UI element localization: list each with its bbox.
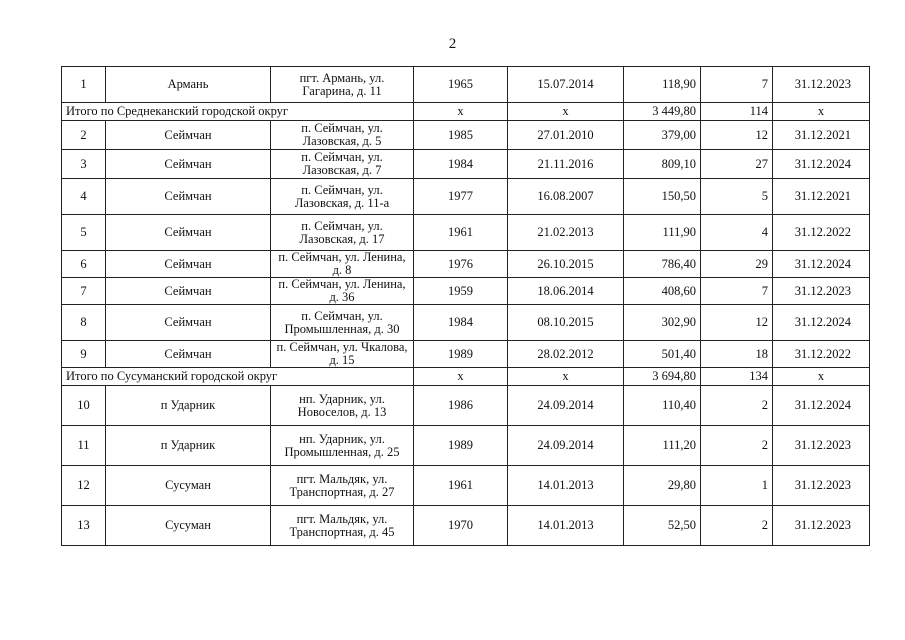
term-cell: 31.12.2024 — [773, 386, 870, 426]
table-row — [62, 150, 870, 179]
term-cell: 31.12.2024 — [773, 251, 870, 278]
residents-cell: 18 — [701, 341, 773, 368]
year-cell: 1984 — [414, 150, 508, 179]
year-cell: 1989 — [414, 426, 508, 466]
residents-cell: 2 — [701, 426, 773, 466]
settlement-cell: Сеймчан — [106, 341, 271, 368]
term-cell: 31.12.2024 — [773, 305, 870, 341]
address-cell: пгт. Мальдяк, ул. Транспортная, д. 45 — [271, 506, 414, 546]
year-cell: 1961 — [414, 215, 508, 251]
row-number-cell: 9 — [62, 341, 106, 368]
subtotal-row — [62, 368, 870, 386]
term-cell: 31.12.2023 — [773, 426, 870, 466]
address-cell: нп. Ударник, ул. Промышленная, д. 25 — [271, 426, 414, 466]
row-number-cell: 4 — [62, 179, 106, 215]
term-cell: 31.12.2022 — [773, 215, 870, 251]
address-cell: п. Сеймчан, ул. Промышленная, д. 30 — [271, 305, 414, 341]
address-cell: п. Сеймчан, ул. Лазовская, д. 5 — [271, 121, 414, 150]
date-cell: 16.08.2007 — [508, 179, 624, 215]
table-row — [62, 506, 870, 546]
row-number-cell: 10 — [62, 386, 106, 426]
term-cell: 31.12.2023 — [773, 506, 870, 546]
area-cell: 52,50 — [624, 506, 701, 546]
row-number-cell: 7 — [62, 278, 106, 305]
date-cell: 18.06.2014 — [508, 278, 624, 305]
settlement-cell: Сеймчан — [106, 150, 271, 179]
address-cell: пгт. Армань, ул. Гагарина, д. 11 — [271, 67, 414, 103]
residents-cell: 5 — [701, 179, 773, 215]
residents-cell: 4 — [701, 215, 773, 251]
date-cell: 08.10.2015 — [508, 305, 624, 341]
row-number-cell: 2 — [62, 121, 106, 150]
table-row — [62, 215, 870, 251]
date-cell: 21.11.2016 — [508, 150, 624, 179]
settlement-cell: Сеймчан — [106, 305, 271, 341]
row-number-cell: 11 — [62, 426, 106, 466]
area-cell: 786,40 — [624, 251, 701, 278]
area-cell: 302,90 — [624, 305, 701, 341]
table-row — [62, 67, 870, 103]
subtotal-label: Итого по Среднеканский городской округ — [62, 103, 414, 121]
settlement-cell: Сеймчан — [106, 121, 271, 150]
row-number-cell: 5 — [62, 215, 106, 251]
subtotal-residents-cell: 114 — [701, 103, 773, 121]
table-row — [62, 386, 870, 426]
date-cell: 28.02.2012 — [508, 341, 624, 368]
date-cell: 24.09.2014 — [508, 386, 624, 426]
settlement-cell: Сусуман — [106, 506, 271, 546]
residents-cell: 2 — [701, 506, 773, 546]
row-number-cell: 13 — [62, 506, 106, 546]
row-number-cell: 12 — [62, 466, 106, 506]
residents-cell: 12 — [701, 305, 773, 341]
table-row — [62, 466, 870, 506]
row-number-cell: 3 — [62, 150, 106, 179]
date-cell: 26.10.2015 — [508, 251, 624, 278]
settlement-cell: п Ударник — [106, 426, 271, 466]
subtotal-area-cell: 3 449,80 — [624, 103, 701, 121]
subtotal-area-cell: 3 694,80 — [624, 368, 701, 386]
subtotal-year-cell: х — [414, 368, 508, 386]
settlement-cell: Сеймчан — [106, 278, 271, 305]
row-number-cell: 8 — [62, 305, 106, 341]
subtotal-term-cell: х — [773, 368, 870, 386]
settlement-cell: Армань — [106, 67, 271, 103]
settlement-cell: п Ударник — [106, 386, 271, 426]
area-cell: 150,50 — [624, 179, 701, 215]
table-row — [62, 179, 870, 215]
subtotal-term-cell: х — [773, 103, 870, 121]
settlement-cell: Сеймчан — [106, 251, 271, 278]
address-cell: пгт. Мальдяк, ул. Транспортная, д. 27 — [271, 466, 414, 506]
address-cell: п. Сеймчан, ул. Ленина, д. 8 — [271, 251, 414, 278]
residents-cell: 29 — [701, 251, 773, 278]
address-cell: п. Сеймчан, ул. Лазовская, д. 17 — [271, 215, 414, 251]
page-number: 2 — [448, 36, 457, 52]
settlement-cell: Сусуман — [106, 466, 271, 506]
residents-cell: 7 — [701, 67, 773, 103]
term-cell: 31.12.2021 — [773, 121, 870, 150]
term-cell: 31.12.2022 — [773, 341, 870, 368]
subtotal-label: Итого по Сусуманский городской округ — [62, 368, 414, 386]
year-cell: 1970 — [414, 506, 508, 546]
area-cell: 29,80 — [624, 466, 701, 506]
year-cell: 1985 — [414, 121, 508, 150]
table-row — [62, 426, 870, 466]
address-cell: нп. Ударник, ул. Новоселов, д. 13 — [271, 386, 414, 426]
row-number-cell: 6 — [62, 251, 106, 278]
area-cell: 501,40 — [624, 341, 701, 368]
address-cell: п. Сеймчан, ул. Лазовская, д. 7 — [271, 150, 414, 179]
address-cell: п. Сеймчан, ул. Лазовская, д. 11-а — [271, 179, 414, 215]
residents-cell: 2 — [701, 386, 773, 426]
table-row — [62, 305, 870, 341]
address-cell: п. Сеймчан, ул. Ленина, д. 36 — [271, 278, 414, 305]
settlement-cell: Сеймчан — [106, 215, 271, 251]
residents-cell: 7 — [701, 278, 773, 305]
year-cell: 1959 — [414, 278, 508, 305]
residents-cell: 12 — [701, 121, 773, 150]
row-number-cell: 1 — [62, 67, 106, 103]
housing-table — [61, 66, 870, 546]
date-cell: 21.02.2013 — [508, 215, 624, 251]
residents-cell: 1 — [701, 466, 773, 506]
subtotal-year-cell: х — [414, 103, 508, 121]
address-cell: п. Сеймчан, ул. Чкалова, д. 15 — [271, 341, 414, 368]
table-row — [62, 121, 870, 150]
subtotal-date-cell: х — [508, 103, 624, 121]
area-cell: 110,40 — [624, 386, 701, 426]
date-cell: 15.07.2014 — [508, 67, 624, 103]
table-row — [62, 341, 870, 368]
date-cell: 24.09.2014 — [508, 426, 624, 466]
settlement-cell: Сеймчан — [106, 179, 271, 215]
area-cell: 111,90 — [624, 215, 701, 251]
year-cell: 1961 — [414, 466, 508, 506]
year-cell: 1977 — [414, 179, 508, 215]
area-cell: 111,20 — [624, 426, 701, 466]
subtotal-residents-cell: 134 — [701, 368, 773, 386]
area-cell: 379,00 — [624, 121, 701, 150]
term-cell: 31.12.2023 — [773, 466, 870, 506]
year-cell: 1976 — [414, 251, 508, 278]
area-cell: 408,60 — [624, 278, 701, 305]
table-row — [62, 278, 870, 305]
subtotal-date-cell: х — [508, 368, 624, 386]
area-cell: 118,90 — [624, 67, 701, 103]
date-cell: 14.01.2013 — [508, 466, 624, 506]
year-cell: 1984 — [414, 305, 508, 341]
year-cell: 1989 — [414, 341, 508, 368]
term-cell: 31.12.2023 — [773, 278, 870, 305]
term-cell: 31.12.2021 — [773, 179, 870, 215]
area-cell: 809,10 — [624, 150, 701, 179]
subtotal-row — [62, 103, 870, 121]
residents-cell: 27 — [701, 150, 773, 179]
term-cell: 31.12.2023 — [773, 67, 870, 103]
term-cell: 31.12.2024 — [773, 150, 870, 179]
date-cell: 27.01.2010 — [508, 121, 624, 150]
year-cell: 1986 — [414, 386, 508, 426]
table-row — [62, 251, 870, 278]
date-cell: 14.01.2013 — [508, 506, 624, 546]
year-cell: 1965 — [414, 67, 508, 103]
